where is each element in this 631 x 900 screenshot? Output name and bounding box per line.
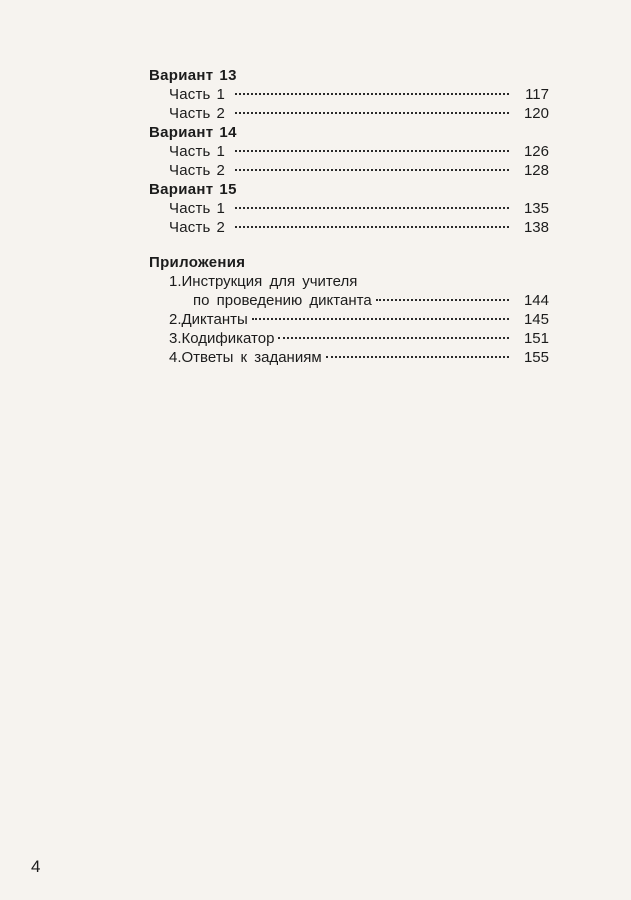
part-word: Часть bbox=[169, 200, 211, 217]
dot-leader bbox=[235, 207, 509, 209]
dot-leader bbox=[235, 112, 509, 114]
variant-number: 15 bbox=[219, 181, 237, 198]
toc-entry bbox=[149, 142, 549, 161]
appendix-index: 3. bbox=[169, 330, 182, 347]
appendix-entry-line bbox=[169, 272, 549, 291]
page-number: 4 bbox=[31, 857, 41, 876]
page-ref: 145 bbox=[523, 311, 549, 328]
toc-entry bbox=[149, 199, 549, 218]
appendix-title: Кодификатор bbox=[181, 330, 275, 347]
part-label bbox=[169, 104, 225, 123]
dot-leader bbox=[326, 356, 509, 358]
dot-leader bbox=[278, 337, 509, 339]
part-word: Часть bbox=[169, 105, 211, 122]
part-word: Часть bbox=[169, 219, 211, 236]
part-label bbox=[169, 199, 225, 218]
page-ref: 138 bbox=[523, 219, 549, 236]
appendix-entry-line bbox=[169, 348, 549, 367]
part-label bbox=[169, 85, 225, 104]
variant-label: Вариант bbox=[149, 124, 214, 141]
dot-leader bbox=[235, 226, 509, 228]
appendix-index: 2. bbox=[169, 311, 182, 328]
variant-heading bbox=[149, 66, 549, 85]
toc-entry bbox=[149, 104, 549, 123]
page-ref: 155 bbox=[523, 349, 549, 366]
page-ref: 151 bbox=[523, 330, 549, 347]
page-ref: 144 bbox=[523, 292, 549, 309]
toc-entry bbox=[149, 161, 549, 180]
appendix-heading: Приложения bbox=[149, 254, 246, 271]
variant-heading bbox=[149, 180, 549, 199]
toc-entry bbox=[149, 85, 549, 104]
appendix-title: Ответы к заданиям bbox=[181, 349, 322, 366]
page-ref: 135 bbox=[523, 200, 549, 217]
part-word: Часть bbox=[169, 143, 211, 160]
dot-leader bbox=[235, 169, 509, 171]
variant-heading bbox=[149, 123, 549, 142]
appendix-title: Диктанты bbox=[181, 311, 248, 328]
part-number: 1 bbox=[216, 143, 226, 160]
dot-leader bbox=[235, 93, 509, 95]
appendix-entry-line bbox=[169, 291, 549, 310]
part-number: 1 bbox=[216, 200, 226, 217]
appendix-title-continued: по проведению диктанта bbox=[193, 292, 372, 309]
appendix-index: 1. bbox=[169, 273, 182, 290]
part-number: 2 bbox=[216, 219, 226, 236]
part-label bbox=[169, 218, 225, 237]
variant-label: Вариант bbox=[149, 181, 214, 198]
toc-entry bbox=[149, 218, 549, 237]
appendix-entry bbox=[149, 348, 549, 367]
table-of-contents bbox=[149, 66, 549, 367]
appendix-title: Инструкция для учителя bbox=[181, 273, 358, 290]
page-ref: 117 bbox=[525, 86, 549, 103]
part-number: 1 bbox=[216, 86, 226, 103]
part-word: Часть bbox=[169, 162, 211, 179]
dot-leader bbox=[235, 150, 509, 152]
dot-leader bbox=[252, 318, 509, 320]
dot-leader bbox=[376, 299, 509, 301]
page-ref: 126 bbox=[523, 143, 549, 160]
page-ref: 128 bbox=[523, 162, 549, 179]
appendix-entry bbox=[149, 310, 549, 329]
appendix-entry bbox=[149, 329, 549, 348]
part-label bbox=[169, 142, 225, 161]
appendix-entry bbox=[149, 272, 549, 310]
variant-label: Вариант bbox=[149, 67, 214, 84]
part-number: 2 bbox=[216, 105, 226, 122]
appendix-entry-line bbox=[169, 310, 549, 329]
appendix-entry-line bbox=[169, 329, 549, 348]
appendix-index: 4. bbox=[169, 349, 182, 366]
section-gap bbox=[149, 237, 549, 253]
page-ref: 120 bbox=[523, 105, 549, 122]
part-label bbox=[169, 161, 225, 180]
part-word: Часть bbox=[169, 86, 211, 103]
variant-number: 13 bbox=[219, 67, 237, 84]
variant-number: 14 bbox=[219, 124, 237, 141]
part-number: 2 bbox=[216, 162, 226, 179]
